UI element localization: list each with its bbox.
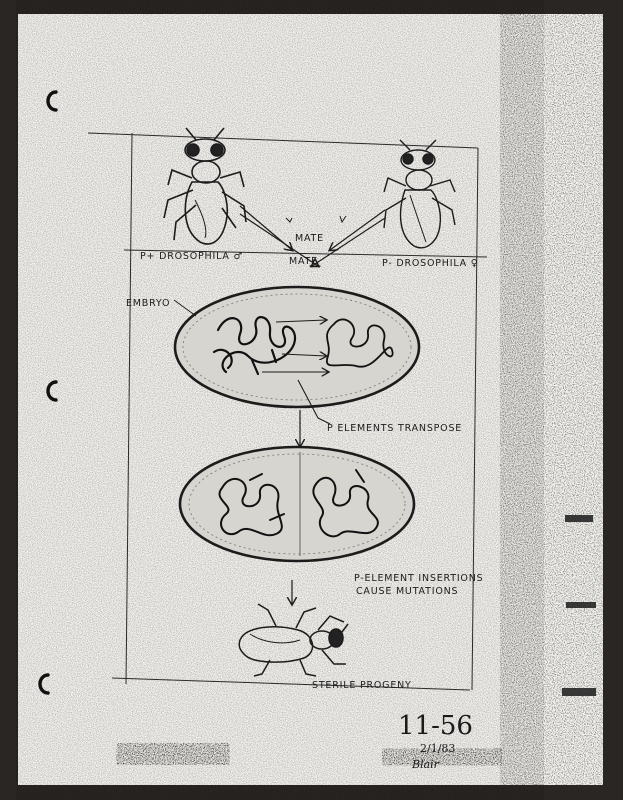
insertions-label-line1: P-ELEMENT INSERTIONS: [354, 573, 484, 584]
male-parent-label: P+ DROSOPHILA ♂: [140, 251, 243, 262]
mate-label-top: MATE: [295, 233, 324, 244]
binder-hole-top: [48, 92, 56, 110]
page-number-annotation: 11-56: [398, 711, 473, 741]
photocopy-edge-smudge: [505, 14, 603, 785]
mate-label-bottom: MATE: [289, 256, 318, 267]
female-parent-label: P- DROSOPHILA ♀: [382, 258, 479, 269]
date-annotation: 2/1/83: [420, 742, 456, 755]
transpose-label: P ELEMENTS TRANSPOSE: [327, 423, 463, 434]
initials-annotation: Blair: [412, 758, 439, 771]
insertions-label-line2: CAUSE MUTATIONS: [356, 586, 459, 597]
binder-hole-bottom: [40, 675, 48, 693]
binder-hole-middle: [48, 382, 56, 400]
embryo-two: [180, 447, 414, 561]
progeny-label: STERILE PROGENY: [312, 680, 412, 691]
binder-hole-marks: [40, 92, 56, 693]
embryo-label: EMBRYO: [126, 298, 171, 309]
